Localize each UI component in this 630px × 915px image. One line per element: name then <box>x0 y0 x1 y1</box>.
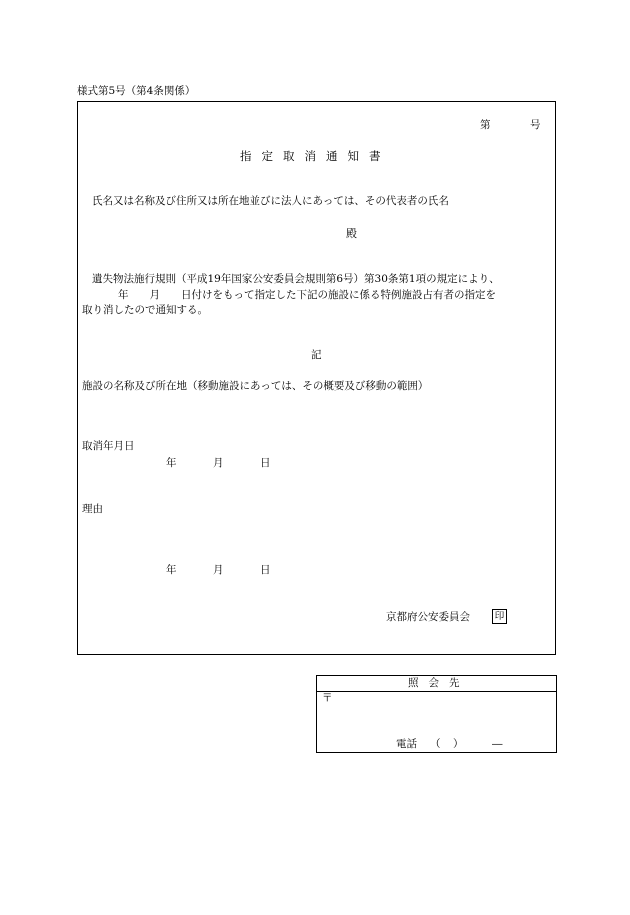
ki-heading: 記 <box>311 349 322 361</box>
cancel-date-day: 日 <box>260 457 271 469</box>
document-number-suffix: 号 <box>530 119 541 131</box>
phone-dash: ― <box>492 738 503 750</box>
cancel-date-year: 年 <box>166 457 177 469</box>
issue-date-day: 日 <box>260 564 271 576</box>
document-title: 指定取消通知書 <box>240 149 391 163</box>
body-text-line-2: 年 月 日付けをもって指定した下記の施設に係る特例施設占有者の指定を <box>118 289 496 301</box>
addressee-honorific: 殿 <box>346 227 357 240</box>
form-number-label: 様式第5号（第4条関係） <box>77 85 196 97</box>
postal-mark: 〒 <box>322 692 333 704</box>
issue-date-month: 月 <box>213 564 224 576</box>
contact-title: 照会先 <box>408 677 470 689</box>
phone-area-code-open: （ <box>430 738 441 750</box>
facility-label: 施設の名称及び所在地（移動施設にあっては、その概要及び移動の範囲） <box>82 380 429 392</box>
document-number-prefix: 第 <box>480 119 491 131</box>
cancel-date-label: 取消年月日 <box>82 440 135 452</box>
issue-date-year: 年 <box>166 564 177 576</box>
cancel-date-month: 月 <box>213 457 224 469</box>
reason-label: 理由 <box>82 503 103 515</box>
body-text-line-1: 遺失物法施行規則（平成19年国家公安委員会規則第6号）第30条第1項の規定により、 <box>92 273 500 285</box>
seal-mark: 印 <box>492 609 507 624</box>
addressee-line: 氏名又は名称及び住所又は所在地並びに法人にあっては、その代表者の氏名 <box>92 195 449 207</box>
issuer-name: 京都府公安委員会 <box>386 611 470 623</box>
phone-area-code-close: ） <box>453 738 464 750</box>
body-text-line-3: 取り消したので通知する。 <box>82 304 208 316</box>
phone-label: 電話 <box>396 738 417 750</box>
notice-document-frame <box>77 101 556 655</box>
